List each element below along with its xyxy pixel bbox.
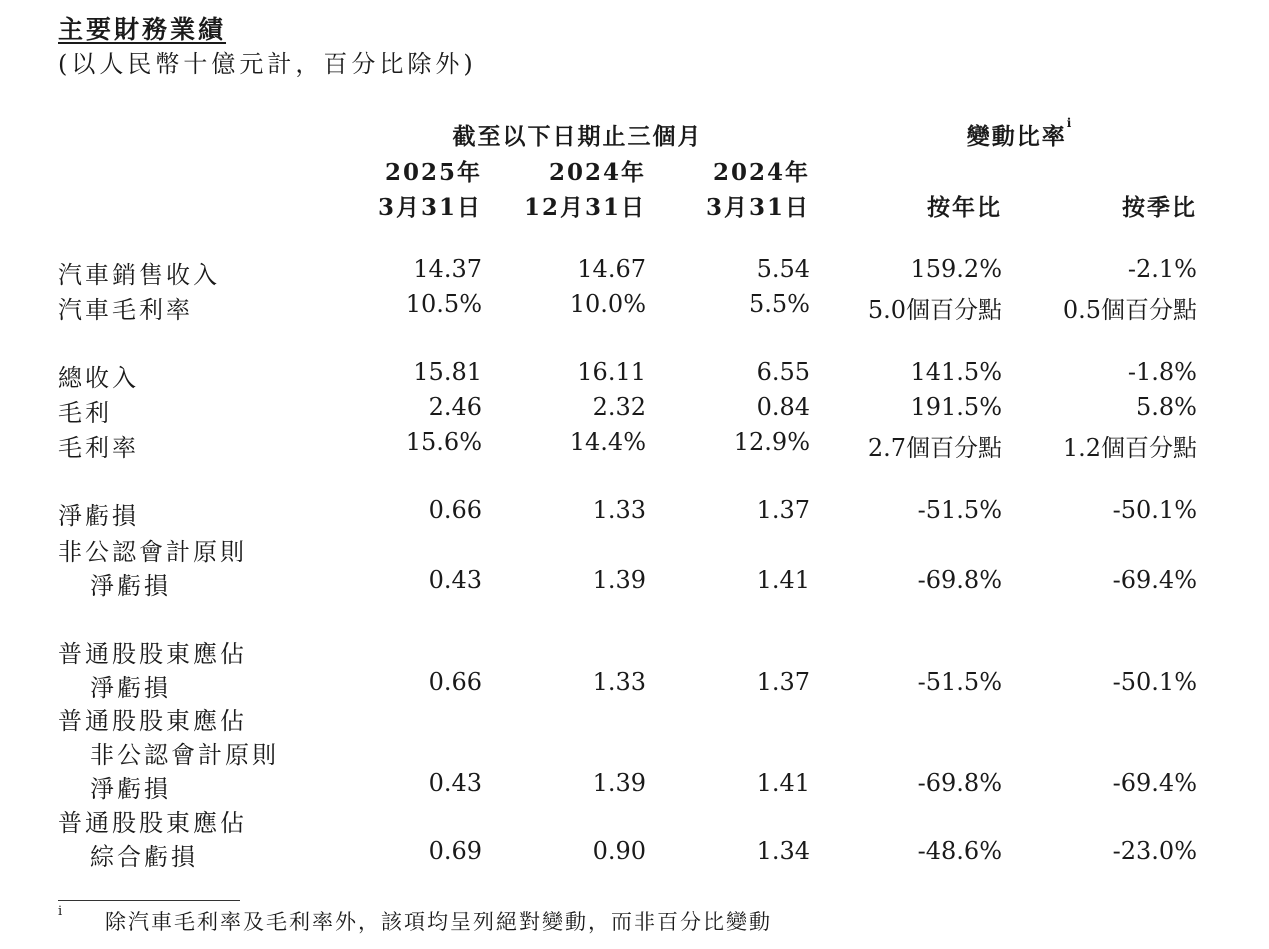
row-label: 綜合虧損 [90, 843, 198, 871]
table-cell: -69.4% [1112, 566, 1197, 594]
table-cell: 15.81 [413, 358, 482, 386]
table-cell: 10.0% [569, 290, 646, 318]
footnote-mark: i [1066, 116, 1074, 130]
period-group-header: 截至以下日期止三個月 [452, 123, 703, 150]
row-label: 淨虧損 [58, 502, 139, 530]
footnote-mark-bottom: i [58, 904, 63, 919]
table-cell: 1.2個百分點 [1062, 434, 1197, 462]
table-cell: 6.55 [756, 358, 810, 386]
table-cell: 2.7個百分點 [867, 434, 1002, 462]
table-cell: 0.43 [428, 769, 482, 797]
row-label: 淨虧損 [90, 674, 171, 702]
col2-year: 2024年 [548, 159, 646, 186]
table-cell: 0.90 [592, 837, 646, 865]
change-group-header [900, 118, 1140, 151]
table-cell: -69.4% [1112, 769, 1197, 797]
table-cell: 0.43 [428, 566, 482, 594]
row-label: 汽車毛利率 [58, 296, 193, 324]
table-cell: -51.5% [917, 496, 1002, 524]
row-label: 毛利 [58, 399, 112, 427]
col3-date: 3月31日 [705, 194, 810, 221]
change-group-label: 變動比率 [966, 123, 1067, 150]
table-cell: 2.32 [592, 393, 646, 421]
table-cell: 14.37 [413, 255, 482, 283]
table-cell: 159.2% [910, 255, 1002, 283]
table-cell: 2.46 [428, 393, 482, 421]
table-cell: 0.66 [428, 668, 482, 696]
row-label: 非公認會計原則 [58, 538, 247, 566]
table-cell: -69.8% [917, 769, 1002, 797]
table-cell: -50.1% [1112, 668, 1197, 696]
row-label: 普通股股東應佔 [58, 640, 247, 668]
row-label: 總收入 [58, 364, 139, 392]
table-cell: 191.5% [910, 393, 1002, 421]
table-cell: -48.6% [917, 837, 1002, 865]
table-cell: 5.54 [756, 255, 810, 283]
footnote-divider [58, 900, 240, 901]
table-cell: 0.84 [756, 393, 810, 421]
page-subtitle: (以人民幣十億元計，百分比除外) [58, 50, 477, 78]
table-cell: -23.0% [1112, 837, 1197, 865]
table-cell: 1.37 [756, 496, 810, 524]
table-cell: 1.39 [592, 769, 646, 797]
table-cell: 0.66 [428, 496, 482, 524]
col1-year: 2025年 [384, 159, 482, 186]
table-cell: 1.41 [756, 566, 810, 594]
table-cell: 1.33 [592, 668, 646, 696]
table-cell: 1.34 [756, 837, 810, 865]
row-label: 淨虧損 [90, 775, 171, 803]
col1-date: 3月31日 [377, 194, 482, 221]
table-cell: -2.1% [1127, 255, 1197, 283]
table-cell: 15.6% [405, 428, 482, 456]
table-cell: 1.41 [756, 769, 810, 797]
col3-year: 2024年 [712, 159, 810, 186]
row-label: 非公認會計原則 [90, 741, 279, 769]
qoq-header: 按季比 [1122, 194, 1197, 221]
table-cell: 5.5% [749, 290, 810, 318]
yoy-header: 按年比 [927, 194, 1002, 221]
table-cell: 14.4% [569, 428, 646, 456]
row-label: 毛利率 [58, 434, 139, 462]
table-cell: 141.5% [910, 358, 1002, 386]
table-cell: 10.5% [405, 290, 482, 318]
page-title: 主要財務業績 [58, 15, 227, 44]
table-cell: 12.9% [733, 428, 810, 456]
table-cell: 5.8% [1136, 393, 1197, 421]
table-cell: 1.39 [592, 566, 646, 594]
table-cell: 14.67 [577, 255, 646, 283]
table-cell: 0.69 [428, 837, 482, 865]
table-cell: -69.8% [917, 566, 1002, 594]
col2-date: 12月31日 [523, 194, 646, 221]
table-cell: -50.1% [1112, 496, 1197, 524]
table-cell: 1.33 [592, 496, 646, 524]
row-label: 普通股股東應佔 [58, 809, 247, 837]
row-label: 淨虧損 [90, 572, 171, 600]
table-cell: 5.0個百分點 [867, 296, 1002, 324]
table-cell: 0.5個百分點 [1062, 296, 1197, 324]
row-label: 汽車銷售收入 [58, 261, 220, 289]
table-cell: -1.8% [1127, 358, 1197, 386]
footnote-text: 除汽車毛利率及毛利率外，該項均呈列絕對變動，而非百分比變動 [105, 910, 772, 934]
table-cell: 16.11 [577, 358, 646, 386]
table-cell: 1.37 [756, 668, 810, 696]
table-cell: -51.5% [917, 668, 1002, 696]
row-label: 普通股股東應佔 [58, 707, 247, 735]
